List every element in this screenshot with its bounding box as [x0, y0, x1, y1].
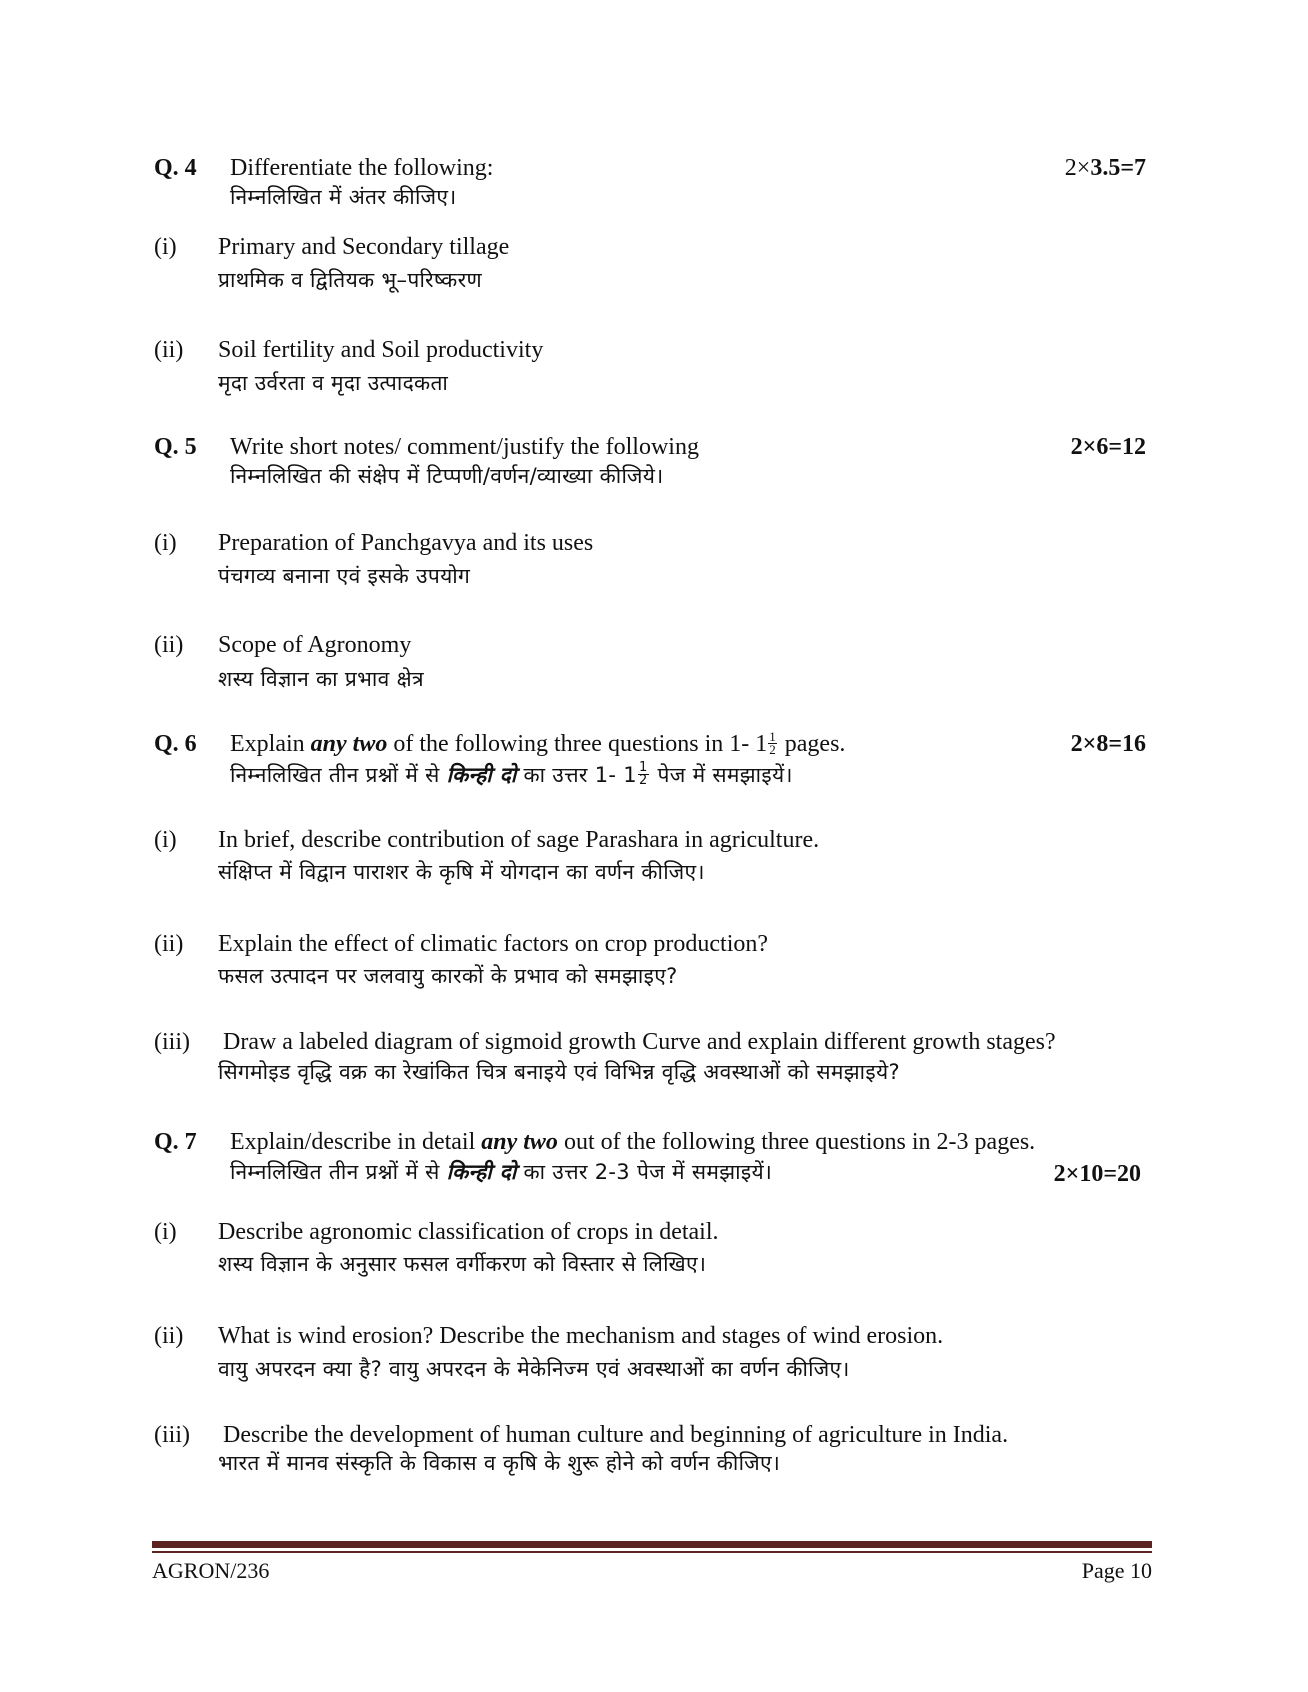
footer-rule: [152, 1541, 1152, 1548]
question-prompt-hi: [230, 761, 793, 789]
sub-question-label: (ii): [154, 632, 184, 658]
prompt-text: pages.: [778, 731, 846, 757]
prompt-text: का उत्तर 1- 1: [516, 763, 637, 787]
question-marks: [1054, 1160, 1141, 1188]
course-code: AGRON/236: [152, 1558, 270, 1583]
sub-question-hi: सिगमोइड वृद्धि वक्र का रेखांकित चित्र बनाइये एवं विभिन्न वृद्धि अवस्थाओं को समझाइये?: [218, 1060, 900, 1084]
footer-rule: [152, 1551, 1152, 1553]
marks-value: 2×10=20: [1053, 1161, 1141, 1187]
prompt-text: पेज में समझाइयें।: [650, 763, 793, 787]
prompt-emphasis: किन्ही दो: [446, 763, 517, 787]
sub-question-en: What is wind erosion? Describe the mechanism and stages of wind erosion.: [218, 1323, 944, 1349]
prompt-text: Explain/describe in detail: [230, 1129, 482, 1155]
marks-value: 3.5=7: [1090, 155, 1146, 181]
sub-question-en: Draw a labeled diagram of sigmoid growth Curve and explain different growth stages?: [223, 1029, 1056, 1055]
sub-question-label: (ii): [154, 337, 184, 363]
sub-question-hi: शस्य विज्ञान का प्रभाव क्षेत्र: [218, 667, 424, 691]
question-number: Q. 7: [154, 1129, 197, 1155]
sub-question-label: (i): [154, 1219, 177, 1245]
prompt-text: out of the following three questions in 2-3 pages.: [557, 1129, 1036, 1155]
sub-question-en: Describe agronomic classification of crops in detail.: [218, 1219, 719, 1245]
prompt-text: निम्नलिखित तीन प्रश्नों में से: [230, 1160, 447, 1184]
sub-question-hi: पंचगव्य बनाना एवं इसके उपयोग: [218, 564, 471, 588]
question-prompt-hi: निम्नलिखित में अंतर कीजिए।: [230, 185, 457, 209]
question-marks: [1071, 730, 1146, 758]
sub-question-hi: वायु अपरदन क्या है? वायु अपरदन के मेकेनिज्म एवं अवस्थाओं का वर्णन कीजिए।: [218, 1357, 850, 1381]
sub-question-label: (ii): [154, 931, 184, 957]
sub-question-en: Primary and Secondary tillage: [218, 234, 510, 260]
prompt-emphasis: any two: [481, 1129, 558, 1155]
marks-value: 2×6=12: [1070, 434, 1146, 460]
sub-question-en: Soil fertility and Soil productivity: [218, 337, 544, 363]
question-prompt-hi: निम्नलिखित की संक्षेप में टिप्पणी/वर्णन/व्याख्या कीजिये।: [230, 464, 664, 488]
marks-value: 2×8=16: [1070, 731, 1146, 757]
sub-question-label: (i): [154, 234, 177, 260]
sub-question-hi: फसल उत्पादन पर जलवायु कारकों के प्रभाव को समझाइए?: [218, 964, 678, 988]
prompt-emphasis: किन्ही दो: [446, 1160, 517, 1184]
question-prompt-en: [230, 1128, 1035, 1156]
sub-question-hi: शस्य विज्ञान के अनुसार फसल वर्गीकरण को विस्तार से लिखिए।: [218, 1252, 707, 1276]
question-prompt-en: Differentiate the following:: [230, 155, 494, 181]
sub-question-hi: भारत में मानव संस्कृति के विकास व कृषि के शुरू होने को वर्णन कीजिए।: [218, 1451, 781, 1475]
question-marks: [1065, 154, 1146, 182]
sub-question-label: (i): [154, 530, 177, 556]
marks-prefix: 2×: [1064, 155, 1091, 181]
fraction-denominator: 2: [638, 772, 648, 788]
sub-question-hi: प्राथमिक व द्वितियक भू–परिष्करण: [218, 268, 482, 292]
sub-question-en: Explain the effect of climatic factors on crop production?: [218, 931, 769, 957]
question-number: Q. 5: [154, 434, 197, 460]
sub-question-label: (ii): [154, 1323, 184, 1349]
question-prompt-hi: [230, 1158, 772, 1186]
sub-question-label: (iii): [154, 1422, 190, 1448]
sub-question-en: Preparation of Panchgavya and its uses: [218, 530, 594, 556]
sub-question-hi: संक्षिप्त में विद्वान पाराशर के कृषि में योगदान का वर्णन कीजिए।: [218, 860, 705, 884]
prompt-text: का उत्तर 2-3 पेज में समझाइयें।: [516, 1160, 773, 1184]
prompt-text: Explain: [230, 731, 311, 757]
question-prompt-en: [230, 730, 845, 758]
sub-question-label: (i): [154, 827, 177, 853]
question-prompt-en: Write short notes/ comment/justify the following: [230, 434, 699, 460]
prompt-text: of the following three questions in 1- 1: [387, 731, 768, 757]
sub-question-hi: मृदा उर्वरता व मृदा उत्पादकता: [218, 371, 449, 395]
question-marks: [1071, 433, 1146, 461]
question-number: Q. 4: [154, 155, 197, 181]
page-number: Page 10: [1081, 1558, 1152, 1583]
fraction-numerator: 1: [638, 759, 648, 775]
fraction-denominator: 2: [769, 741, 776, 757]
sub-question-en: In brief, describe contribution of sage Parashara in agriculture.: [218, 827, 820, 853]
fraction-numerator: 1: [769, 728, 776, 744]
fraction-half: [638, 759, 649, 788]
sub-question-en: Describe the development of human culture and beginning of agriculture in India.: [223, 1422, 1009, 1448]
fraction-half: [768, 728, 777, 757]
sub-question-en: Scope of Agronomy: [218, 632, 412, 658]
prompt-text: निम्नलिखित तीन प्रश्नों में से: [230, 763, 447, 787]
prompt-emphasis: any two: [310, 731, 388, 757]
sub-question-label: (iii): [154, 1029, 190, 1055]
question-number: Q. 6: [154, 731, 197, 757]
